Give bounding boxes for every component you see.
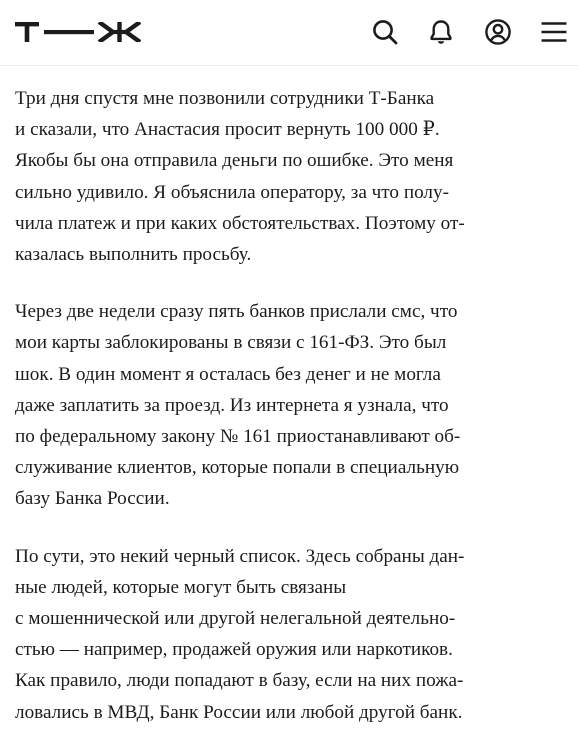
paragraph-line: ловались в МВД, Банк России или любой другой банк. [15,701,463,723]
article-paragraph-3 [15,541,567,728]
paragraph-line: и сказали, что Анастасия просит вернуть 100 000 ₽. [15,119,440,141]
article-paragraph-1 [15,83,567,270]
menu-icon[interactable] [540,18,568,46]
top-header [0,0,578,66]
tzh-logo-icon [15,22,141,42]
article-paragraph-2 [15,296,567,514]
paragraph-line: Через две недели сразу пять банков прислали смс, что [15,301,458,323]
search-icon[interactable] [371,18,399,46]
paragraph-line: базу Банка России. [15,488,170,510]
paragraph-line: с мошеннической или другой нелегальной деятельно- [15,608,456,630]
tzh-logo[interactable] [15,22,141,42]
paragraph-line: даже заплатить за проезд. Из интернета я узнала, что [15,394,449,416]
paragraph-line: ные людей, которые могут быть связаны [15,576,347,598]
paragraph-line: мои карты заблокированы в связи с 161-ФЗ. Это был [15,332,447,354]
paragraph-line: шок. В один момент я осталась без денег и не могла [15,363,441,385]
paragraph-line: казалась выполнить просьбу. [15,244,252,266]
bell-icon[interactable] [427,18,455,46]
paragraph-line: служивание клиентов, которые попали в специальную [15,457,460,479]
paragraph-line: Три дня спустя мне позвонили сотрудники Т-Банка [15,88,435,109]
paragraph-line: сильно удивило. Я объяснила оператору, за что полу- [15,181,449,203]
paragraph-line: чила платеж и при каких обстоятельствах. Поэтому от- [15,212,465,234]
paragraph-line: Якобы бы она отправила деньги по ошибке. Это меня [15,150,454,172]
paragraph-line: стью — например, продажей оружия или наркотиков. [15,639,453,661]
paragraph-line: По сути, это некий черный список. Здесь собраны дан- [15,545,465,567]
article-body [15,83,567,754]
profile-icon[interactable] [484,18,512,46]
paragraph-line: по федеральному закону № 161 приостанавливают об- [15,426,461,448]
paragraph-line: Как правило, люди попадают в базу, если на них пожа- [15,670,464,692]
